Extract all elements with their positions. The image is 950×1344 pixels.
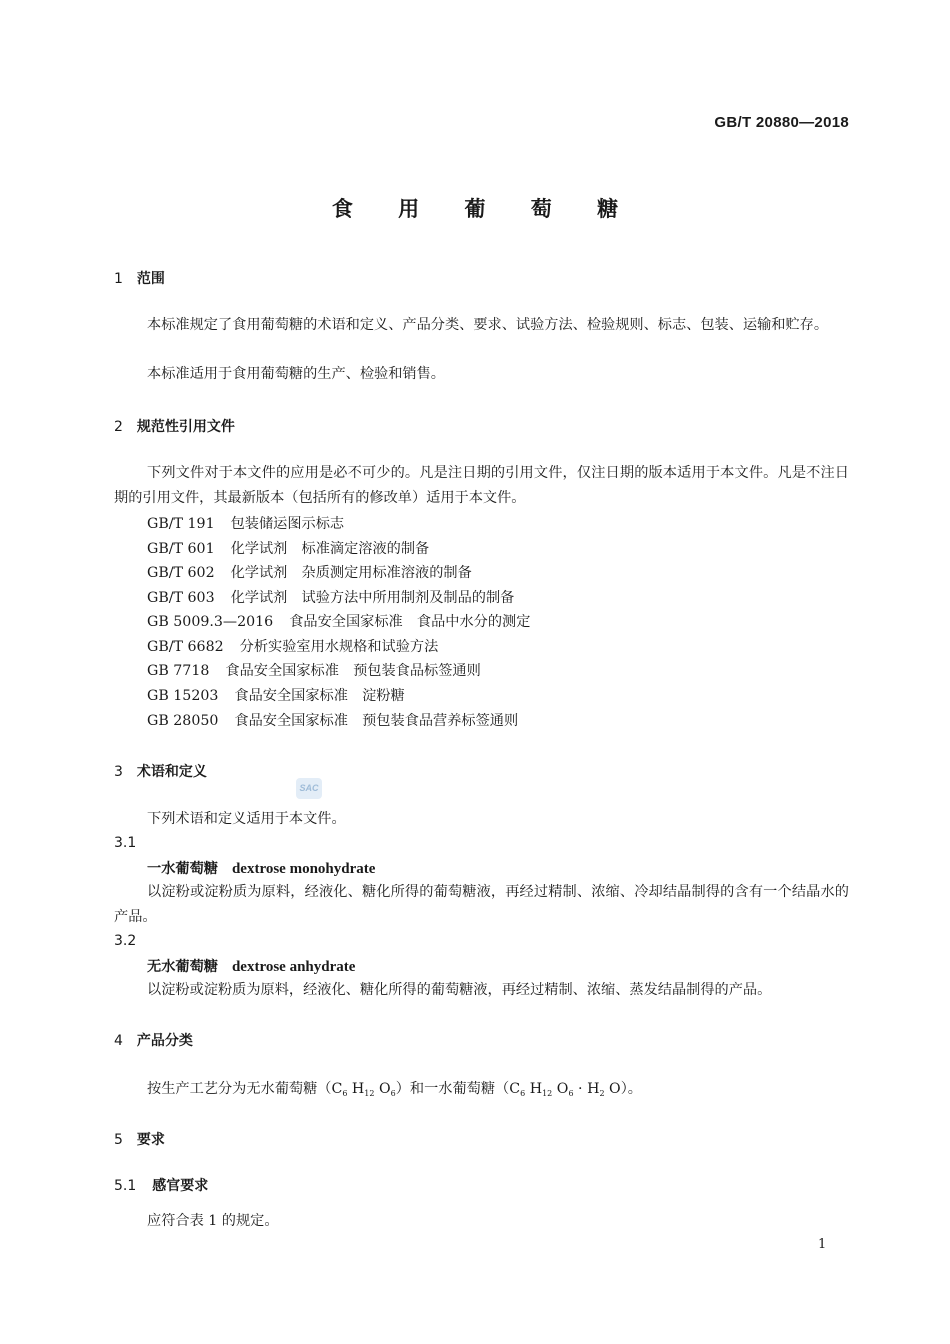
term-zh: 无水葡萄糖 xyxy=(147,959,218,975)
reference-title: 化学试剂 标准滴定溶液的制备 xyxy=(230,541,430,557)
section-3-heading xyxy=(114,761,207,781)
element-symbol: O xyxy=(379,1081,391,1097)
formula-monohydrate xyxy=(509,1081,620,1097)
reference-item xyxy=(147,685,405,705)
element-symbol: O xyxy=(556,1081,569,1097)
element-symbol: C xyxy=(331,1081,343,1097)
element-symbol: O xyxy=(609,1081,621,1097)
sensory-requirements-text: 应符合表 1 的规定。 xyxy=(147,1213,279,1229)
section-number: 3 xyxy=(114,764,123,780)
section-number: 5 xyxy=(114,1132,123,1148)
reference-code: GB 28050 xyxy=(147,713,219,729)
standard-code: GB/T 20880—2018 xyxy=(714,114,849,131)
reference-item xyxy=(147,562,472,582)
reference-code: GB/T 191 xyxy=(147,516,215,532)
section-title: 术语和定义 xyxy=(136,764,207,780)
reference-code: GB 5009.3—2016 xyxy=(147,614,274,630)
term-en: dextrose monohydrate xyxy=(231,861,376,877)
subscript: 6 xyxy=(390,1089,396,1098)
reference-item xyxy=(147,660,481,680)
section-5-1-heading xyxy=(114,1175,208,1195)
reference-item xyxy=(147,513,344,533)
section-title: 范围 xyxy=(136,271,165,287)
term-number: 3.1 xyxy=(114,835,137,851)
section-title: 产品分类 xyxy=(136,1033,193,1049)
term-definition: 以淀粉或淀粉质为原料，经液化、糖化所得的葡萄糖液，再经过精制、浓缩、蒸发结晶制得的产品。 xyxy=(147,982,772,998)
section-number: 2 xyxy=(114,419,123,435)
reference-title: 食品安全国家标准 食品中水分的测定 xyxy=(289,614,531,630)
reference-item xyxy=(147,538,429,558)
section-2-heading xyxy=(114,416,235,436)
text-segment: ）和一水葡萄糖（ xyxy=(395,1081,510,1097)
term-number: 3.2 xyxy=(114,933,137,949)
reference-item xyxy=(147,636,438,656)
section-1-heading xyxy=(114,268,165,288)
element-symbol: H xyxy=(529,1081,543,1097)
reference-title: 食品安全国家标准 预包装食品标签通则 xyxy=(225,663,481,679)
element-symbol: H xyxy=(587,1081,600,1097)
reference-code: GB/T 601 xyxy=(147,541,215,557)
section-5-heading xyxy=(114,1129,165,1149)
reference-title: 食品安全国家标准 淀粉糖 xyxy=(234,688,405,704)
reference-title: 化学试剂 杂质测定用标准溶液的制备 xyxy=(230,565,472,581)
reference-title: 化学试剂 试验方法中所用制剂及制品的制备 xyxy=(230,590,515,606)
reference-code: GB 15203 xyxy=(147,688,219,704)
terms-intro: 下列术语和定义适用于本文件。 xyxy=(147,811,346,827)
reference-title: 包装储运图示标志 xyxy=(230,516,345,532)
product-classification-text xyxy=(147,1078,642,1098)
section-number: 5.1 xyxy=(114,1178,137,1194)
formula-anhydrous xyxy=(331,1081,395,1097)
reference-code: GB/T 602 xyxy=(147,565,215,581)
reference-item xyxy=(147,587,514,607)
element-symbol: C xyxy=(509,1081,521,1097)
section-title: 要求 xyxy=(136,1132,165,1148)
references-intro: 下列文件对于本文件的应用是必不可少的。凡是注日期的引用文件，仅注日期的版本适用于本文件。凡是不注日期的引用文件，其最新版本（包括所有的修改单）适用于本文件。 xyxy=(114,465,849,506)
hydrate-dot: · xyxy=(573,1081,588,1097)
term-zh: 一水葡萄糖 xyxy=(147,861,218,877)
section-number: 4 xyxy=(114,1033,123,1049)
term-definition: 以淀粉或淀粉质为原料，经液化、糖化所得的葡萄糖液，再经过精制、浓缩、冷却结晶制得的含有一个结晶水的产品。 xyxy=(114,884,849,925)
term-heading xyxy=(147,858,375,878)
reference-code: GB/T 603 xyxy=(147,590,215,606)
reference-item xyxy=(147,710,518,730)
subscript: 12 xyxy=(364,1089,375,1098)
subscript: 2 xyxy=(599,1089,605,1098)
text-segment: ）。 xyxy=(620,1081,642,1097)
term-en: dextrose anhydrate xyxy=(231,959,356,975)
scope-paragraph-2: 本标准适用于食用葡萄糖的生产、检验和销售。 xyxy=(147,366,445,382)
page-number: 1 xyxy=(818,1237,827,1252)
subscript: 6 xyxy=(342,1089,348,1098)
subscript: 6 xyxy=(520,1089,526,1098)
reference-title: 分析实验室用水规格和试验方法 xyxy=(239,639,439,655)
subscript: 12 xyxy=(542,1089,553,1098)
term-heading xyxy=(147,956,355,976)
section-4-heading xyxy=(114,1030,193,1050)
element-symbol: H xyxy=(351,1081,365,1097)
reference-code: GB/T 6682 xyxy=(147,639,224,655)
section-title: 规范性引用文件 xyxy=(136,419,235,435)
scope-paragraph-1: 本标准规定了食用葡萄糖的术语和定义、产品分类、要求、试验方法、检验规则、标志、包装、运输和贮存。 xyxy=(147,317,829,333)
reference-title: 食品安全国家标准 预包装食品营养标签通则 xyxy=(234,713,519,729)
reference-item xyxy=(147,611,530,631)
section-title: 感官要求 xyxy=(152,1178,209,1194)
sac-watermark: SAC xyxy=(296,778,322,799)
text-segment: 按生产工艺分为无水葡萄糖（ xyxy=(147,1081,332,1097)
reference-code: GB 7718 xyxy=(147,663,210,679)
subscript: 6 xyxy=(568,1089,574,1098)
section-number: 1 xyxy=(114,271,123,287)
document-title: 食 用 葡 萄 糖 xyxy=(331,197,638,221)
